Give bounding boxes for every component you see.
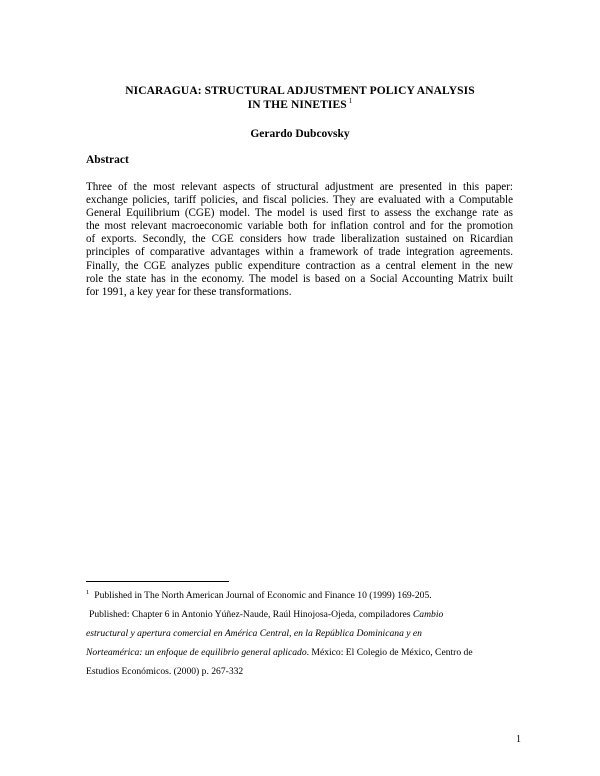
footnote-1-book-title-middle: estructural y apertura comercial en América Central, en la República Dominicana y en <box>86 628 422 639</box>
footnote-separator <box>86 581 229 582</box>
footnote-1-publisher: . México: El Colegio de México, Centro de <box>306 647 473 658</box>
abstract-line-5: of exports. Secondly, the CGE considers how trade liberalization sustained on Ricardian <box>86 233 513 246</box>
footnotes <box>86 586 522 681</box>
footnote-1-line-1 <box>86 586 522 605</box>
footnote-1-line-4 <box>86 643 522 662</box>
footnote-1-book-title-end: Norteamérica: un enfoque de equilibrio general aplicado <box>86 647 307 658</box>
abstract-heading: Abstract <box>86 154 129 166</box>
abstract-line-7: Finally, the CGE analyzes public expenditure contraction as a central element in the new <box>86 259 513 272</box>
abstract-line-9: for 1991, a key year for these transformations. <box>86 285 292 298</box>
footnote-1-line-2 <box>86 605 522 624</box>
footnote-1-book-title-start: Cambio <box>412 609 444 620</box>
footnote-1-publication: Published in The North American Journal of Economic and Finance 10 (1999) 169-205. <box>94 590 432 601</box>
title-line-2-text: IN THE NINETIES <box>247 99 347 111</box>
abstract-line-6: principles of comparative advantages within a framework of trade integration agreements. <box>86 246 513 259</box>
abstract-body <box>86 181 513 299</box>
abstract-line-3: General Equilibrium (CGE) model. The model is used first to assess the exchange rate as <box>86 207 513 220</box>
footnote-1-line-5: Estudios Económicos. (2000) p. 267-332 <box>86 666 244 677</box>
footnote-1-line-3 <box>86 624 522 643</box>
page-number: 1 <box>516 734 521 745</box>
title-footnote-ref[interactable]: 1 <box>348 97 353 106</box>
abstract-line-2: exchange policies, tariff policies, and fiscal policies. They are evaluated with a Computable <box>86 194 513 207</box>
paper-title <box>0 84 600 112</box>
author-name: Gerardo Dubcovsky <box>250 128 350 140</box>
footnote-number: 1 <box>86 588 90 596</box>
abstract-line-1: Three of the most relevant aspects of structural adjustment are presented in this paper: <box>86 181 513 193</box>
abstract-line-8: role the state has in the economy. The model is based on a Social Accounting Matrix built <box>86 272 513 285</box>
footnote-1-chapter: Published: Chapter 6 in Antonio Yúñez-Naude, Raúl Hinojosa-Ojeda, compiladores <box>89 609 413 620</box>
abstract-line-4: the most relevant macroeconomic variable both for inflation control and for the promotion <box>86 220 513 233</box>
title-line-1: NICARAGUA: STRUCTURAL ADJUSTMENT POLICY ANALYSIS <box>125 85 475 97</box>
title-line-2 <box>0 98 600 112</box>
